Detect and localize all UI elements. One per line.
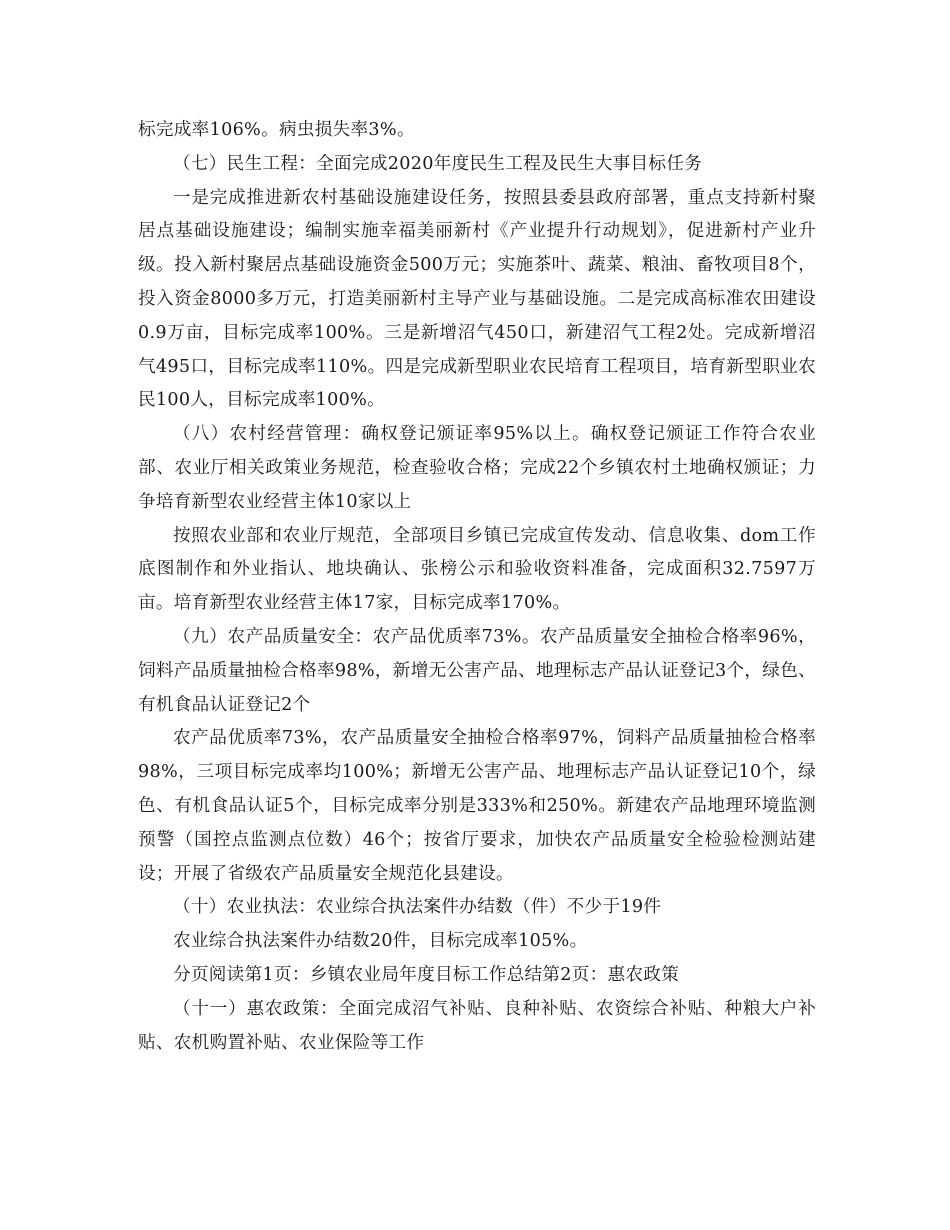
pagination-line: 分页阅读第1页：乡镇农业局年度目标工作总结第2页：惠农政策 — [173, 964, 680, 985]
paragraph-7: 农产品优质率73%，农产品质量安全抽检合格率97%，饲料产品质量抽检合格率98%，三项目标完成率均100%；新增无公害产品、地理标志产品认证登记10个，绿色、有机食品认证5个，目标完成率分别是333%和250%。新建农产品地理环境监测预警（国控点监测点位数）46个；按省厅要求，加快农产品质量安全检验检测站建设；开展了省级农产品质量安全规范化县建设。 — [138, 728, 816, 884]
section-heading-10-law-enforcement: （十）农业执法：农业综合执法案件办结数（件）不少于19件 — [173, 897, 662, 918]
section-heading-9-product-quality: （九）农产品质量安全：农产品优质率73%。农产品质量安全抽检合格率96%，饲料产品质量抽检合格率98%，新增无公害产品、地理标志产品认证登记3个，绿色、有机食品认证登记2个 — [138, 626, 816, 715]
paragraph-9: 农业综合执法案件办结数20件，目标完成率105%。 — [173, 931, 588, 952]
paragraph-1: 标完成率106%。病虫损失率3%。 — [138, 120, 415, 140]
section-heading-8-rural-management: （八）农村经营管理：确权登记颁证率95%以上。确权登记颁证工作符合农业部、农业厅相关政策业务规范，检查验收合格；完成22个乡镇农村土地确权颁证；力争培育新型农业经营主体10家以上 — [138, 424, 816, 512]
section-heading-7-livelihood: （七）民生工程：全面完成2020年度民生工程及民生大事目标任务 — [173, 153, 703, 174]
paragraph-3: 一是完成推进新农村基础设施建设任务，按照县委县政府部署，重点支持新村聚居点基础设施建设；编制实施幸福美丽新村《产业提升行动规划》，促进新村产业升级。投入新村聚居点基础设施资金500万元；实施茶叶、蔬菜、粮油、畜牧项目8个，投入资金8000多万元，打造美丽新村主导产业与基础设施。二是完成高标准农田建设0.9万亩，目标完成率100%。三是新增沼气450口，新建沼气工程2处。完成新增沼气495口，目标完成率110%。四是完成新型职业农民培育工程项目，培育新型职业农民100人，目标完成率100%。 — [138, 187, 816, 411]
paragraph-5: 按照农业部和农业厅规范，全部项目乡镇已完成宣传发动、信息收集、dom工作底图制作和外业指认、地块确认、张榜公示和验收资料准备，完成面积32.7597万亩。培育新型农业经营主体17家，目标完成率170%。 — [138, 525, 816, 614]
section-heading-11-subsidy-policy: （十一）惠农政策：全面完成沼气补贴、良种补贴、农资综合补贴、种粮大户补贴、农机购置补贴、农业保险等工作 — [138, 998, 816, 1053]
